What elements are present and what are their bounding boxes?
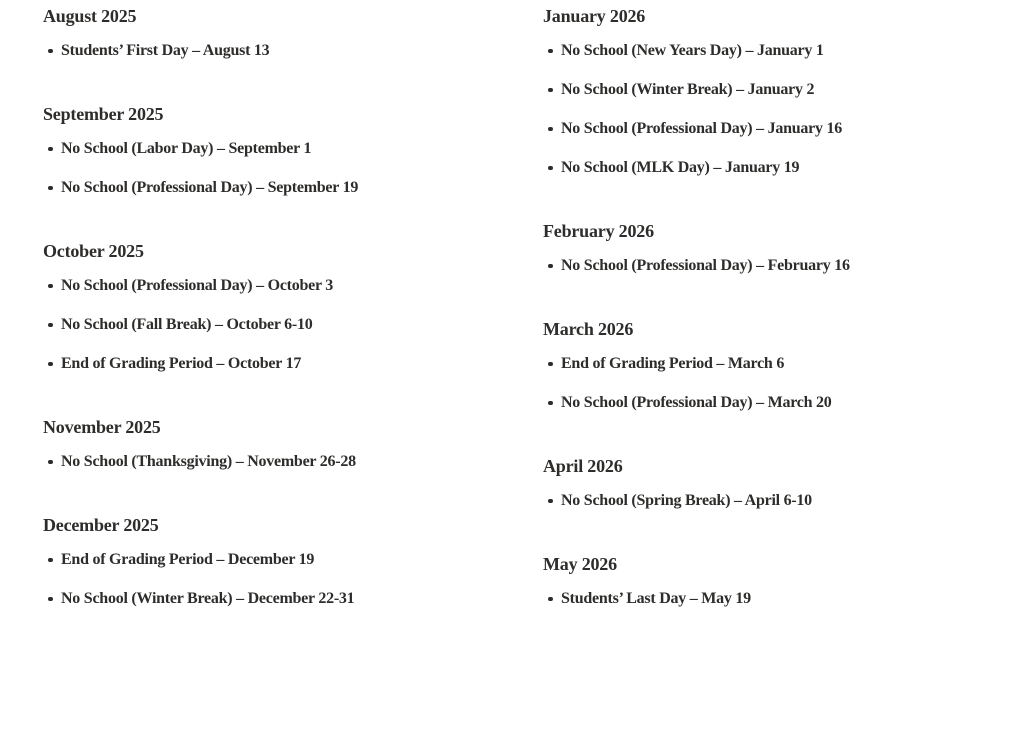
event-item	[61, 452, 543, 472]
event-text: No School (Professional Day) – March 20	[561, 394, 832, 411]
month-heading: April 2026	[543, 456, 623, 476]
event-list	[543, 589, 1024, 609]
event-item	[61, 550, 543, 570]
calendar-column-right	[543, 4, 1024, 746]
bullet-icon	[548, 127, 553, 132]
event-item	[561, 80, 1024, 100]
month-section	[43, 239, 543, 374]
event-text: End of Grading Period – March 6	[561, 355, 785, 372]
month-section	[543, 317, 1024, 413]
bullet-icon	[48, 186, 53, 191]
event-text: No School (Winter Break) – January 2	[561, 81, 815, 98]
event-text: Students’ First Day – August 13	[61, 42, 270, 59]
bullet-icon	[548, 264, 553, 269]
event-item	[561, 491, 1024, 511]
bullet-icon	[48, 558, 53, 563]
event-item	[561, 158, 1024, 178]
event-item	[561, 41, 1024, 61]
bullet-icon	[548, 401, 553, 406]
event-item	[61, 354, 543, 374]
month-section	[43, 102, 543, 198]
event-item	[61, 276, 543, 296]
bullet-icon	[548, 49, 553, 54]
event-item	[61, 41, 543, 61]
bullet-icon	[548, 597, 553, 602]
event-item	[561, 589, 1024, 609]
bullet-icon	[548, 499, 553, 504]
event-text: No School (Professional Day) – September 19	[61, 179, 359, 196]
month-section	[543, 4, 1024, 178]
bullet-icon	[48, 147, 53, 152]
event-item	[61, 178, 543, 198]
event-list	[43, 276, 543, 374]
month-heading: March 2026	[543, 319, 634, 339]
event-item	[561, 354, 1024, 374]
event-list	[543, 491, 1024, 511]
bullet-icon	[548, 362, 553, 367]
event-text: End of Grading Period – December 19	[61, 551, 315, 568]
event-item	[61, 139, 543, 159]
month-heading: February 2026	[543, 221, 654, 241]
bullet-icon	[548, 166, 553, 171]
month-heading: May 2026	[543, 554, 617, 574]
event-text: No School (Winter Break) – December 22-31	[61, 590, 355, 607]
event-text: No School (Professional Day) – February 16	[561, 257, 850, 274]
bullet-icon	[48, 49, 53, 54]
event-item	[61, 589, 543, 609]
event-list	[543, 354, 1024, 413]
event-list	[543, 41, 1024, 178]
event-text: End of Grading Period – October 17	[61, 355, 302, 372]
event-item	[561, 393, 1024, 413]
event-list	[43, 550, 543, 609]
event-list	[543, 256, 1024, 276]
month-section	[543, 552, 1024, 609]
event-list	[43, 41, 543, 61]
bullet-icon	[48, 284, 53, 289]
month-heading: October 2025	[43, 241, 144, 261]
calendar-column-left	[43, 4, 543, 746]
month-heading: January 2026	[543, 6, 646, 26]
bullet-icon	[48, 362, 53, 367]
event-item	[61, 315, 543, 335]
month-section	[43, 4, 543, 61]
month-heading: August 2025	[43, 6, 137, 26]
month-section	[43, 513, 543, 609]
event-list	[43, 139, 543, 198]
event-item	[561, 256, 1024, 276]
event-text: Students’ Last Day – May 19	[561, 590, 751, 607]
event-text: No School (Labor Day) – September 1	[61, 140, 312, 157]
month-heading: December 2025	[43, 515, 159, 535]
event-item	[561, 119, 1024, 139]
bullet-icon	[48, 323, 53, 328]
bullet-icon	[48, 460, 53, 465]
event-list	[43, 452, 543, 472]
event-text: No School (Fall Break) – October 6-10	[61, 316, 313, 333]
event-text: No School (Spring Break) – April 6-10	[561, 492, 812, 509]
bullet-icon	[48, 597, 53, 602]
month-heading: November 2025	[43, 417, 161, 437]
event-text: No School (Professional Day) – October 3	[61, 277, 334, 294]
event-text: No School (New Years Day) – January 1	[561, 42, 824, 59]
bullet-icon	[548, 88, 553, 93]
event-text: No School (Thanksgiving) – November 26-28	[61, 453, 356, 470]
event-text: No School (Professional Day) – January 16	[561, 120, 843, 137]
month-heading: September 2025	[43, 104, 164, 124]
month-section	[543, 219, 1024, 276]
event-text: No School (MLK Day) – January 19	[561, 159, 800, 176]
month-section	[43, 415, 543, 472]
month-section	[543, 454, 1024, 511]
